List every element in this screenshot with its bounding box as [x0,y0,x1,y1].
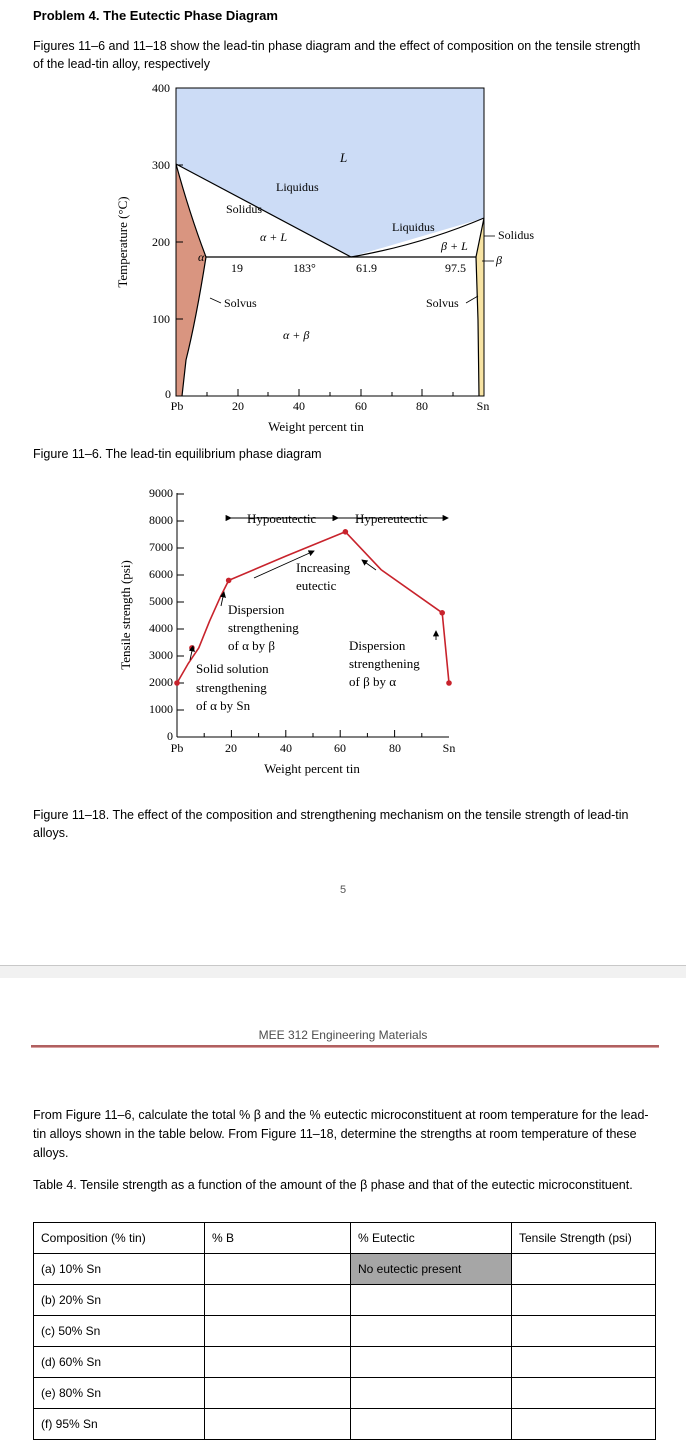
y-tick-label: 2000 [149,675,173,689]
composition-label-61.9: 61.9 [356,261,377,275]
solvus-label-left: Solvus [224,296,257,310]
data-point [446,680,452,686]
strengthening-label-ss: strengthening [196,680,267,695]
y-tick-label: 400 [152,81,170,95]
x-tick-label: 20 [232,399,244,413]
beta-cell[interactable] [205,1378,351,1409]
eutectic-cell: No eutectic present [351,1254,512,1285]
data-point [174,680,180,686]
data-point [343,529,349,535]
y-tick-label: 8000 [149,513,173,527]
tensile-strength-figure [110,480,570,780]
header-cell: % B [205,1223,351,1254]
composition-cell: (d) 60% Sn [34,1347,205,1378]
table-row [34,1316,656,1347]
solid-solution-label: Solid solution [196,661,269,676]
y-tick-label: 3000 [149,648,173,662]
beta-cell[interactable] [205,1409,351,1440]
y-tick-label: 9000 [149,486,173,500]
table-row [34,1347,656,1378]
problem-heading: Problem 4. The Eutectic Phase Diagram [33,8,278,23]
dispersion-label-left: Dispersion [228,602,285,617]
data-point [226,578,232,584]
solidus-label: Solidus [226,202,263,216]
composition-cell: (b) 20% Sn [34,1285,205,1316]
solvus-label-right: Solvus [426,296,459,310]
dispersion-label-right: Dispersion [349,638,406,653]
beta-cell[interactable] [205,1316,351,1347]
question-paragraph: From Figure 11–6, calculate the total % β and the % eutectic microconstituent at room temperature for the lead-tin alloys shown in the table below. From Figure 11–18, determine the strengths at room temperature of these alloys. [33,1108,649,1160]
strength-cell[interactable] [512,1316,656,1347]
eutectic-cell[interactable] [351,1409,512,1440]
liquid-label: L [340,150,348,165]
eutectic-label: eutectic [296,578,337,593]
phase-diagram-figure [110,80,570,440]
beta-cell[interactable] [205,1347,351,1378]
composition-label-97.5: 97.5 [445,261,466,275]
strength-cell[interactable] [512,1378,656,1409]
page-break-gap [0,966,686,978]
table-row [34,1378,656,1409]
x-tick-label: Sn [476,399,490,413]
composition-cell: (e) 80% Sn [34,1378,205,1409]
running-header: MEE 312 Engineering Materials [258,1028,428,1042]
alpha-label: α [198,250,205,264]
beta-cell[interactable] [205,1285,351,1316]
strength-cell[interactable] [512,1285,656,1316]
header-cell: Tensile Strength (psi) [512,1223,656,1254]
y-tick-label: 4000 [149,621,173,635]
x-tick-label: 80 [389,741,401,755]
results-table [33,1222,656,1440]
alpha-by-sn-label: of α by Sn [196,698,251,713]
table-caption: Table 4. Tensile strength as a function of the amount of the β phase and that of the eutectic microconstituent. [33,1178,633,1192]
eutectic-cell[interactable] [351,1347,512,1378]
y-tick-label: 0 [167,729,173,743]
alpha-region [176,164,206,396]
beta-by-alpha-label: of β by α [349,674,397,689]
eutectic-cell[interactable] [351,1378,512,1409]
beta-plus-liquid-label: β + L [441,239,468,253]
data-point [439,610,445,616]
table-row [34,1409,656,1440]
eutectic-temperature-label: 183° [293,261,316,275]
beta-cell[interactable] [205,1254,351,1285]
strengthening-label-left: strengthening [228,620,299,635]
y-tick-label: 300 [152,158,170,172]
y-tick-label: 6000 [149,567,173,581]
alpha-plus-beta-label: α + β [283,328,310,342]
liquidus-label-right: Liquidus [392,220,435,234]
solidus-label-right: Solidus [498,228,535,242]
x-tick-label: Sn [442,741,456,755]
liquidus-label: Liquidus [276,180,319,194]
hypereutectic-label: Hypereutectic [355,511,428,526]
table-header-row [34,1223,656,1254]
figure-2-caption: Figure 11–18. The effect of the composition and strengthening mechanism on the tensile strength of lead-tin alloys. [33,808,629,840]
header-cell: % Eutectic [351,1223,512,1254]
strength-cell[interactable] [512,1347,656,1378]
y-tick-label: 200 [152,235,170,249]
x-tick-label: Pb [170,399,184,413]
y-tick-label: 0 [165,387,171,401]
strength-cell[interactable] [512,1409,656,1440]
strength-cell[interactable] [512,1254,656,1285]
alpha-by-beta-label: of α by β [228,638,276,653]
strengthening-label-right: strengthening [349,656,420,671]
composition-cell: (a) 10% Sn [34,1254,205,1285]
figure-1-caption: Figure 11–6. The lead-tin equilibrium phase diagram [33,447,322,461]
y-tick-label: 100 [152,312,170,326]
increasing-label: Increasing [296,560,351,575]
x-tick-label: 60 [334,741,346,755]
liquid-region [176,88,484,257]
x-tick-label: 80 [416,399,428,413]
y-tick-label: 5000 [149,594,173,608]
y-tick-label: 7000 [149,540,173,554]
page-number: 5 [339,884,347,896]
beta-label: β [496,253,502,267]
table-row [34,1285,656,1316]
y-axis-label: Temperature (°C) [115,196,130,288]
header-rule [31,1045,659,1048]
composition-cell: (c) 50% Sn [34,1316,205,1347]
x-tick-label: 40 [293,399,305,413]
composition-cell: (f) 95% Sn [34,1409,205,1440]
eutectic-cell[interactable] [351,1316,512,1347]
hypoeutectic-label: Hypoeutectic [247,511,317,526]
x-tick-label: Pb [170,741,184,755]
x-tick-label: 40 [280,741,292,755]
intro-paragraph: Figures 11–6 and 11–18 show the lead-tin phase diagram and the effect of composition on the tensile strength of the lead-tin alloy, respectively [33,39,641,71]
y-axis-label: Tensile strength (psi) [118,560,133,670]
table-row [34,1254,656,1285]
x-tick-label: 20 [225,741,237,755]
eutectic-cell[interactable] [351,1285,512,1316]
x-tick-label: 60 [355,399,367,413]
x-axis-label: Weight percent tin [268,419,364,434]
composition-label-19: 19 [231,261,243,275]
header-cell: Composition (% tin) [34,1223,205,1254]
x-axis-label: Weight percent tin [264,761,360,776]
y-tick-label: 1000 [149,702,173,716]
alpha-plus-liquid-label: α + L [260,230,288,244]
